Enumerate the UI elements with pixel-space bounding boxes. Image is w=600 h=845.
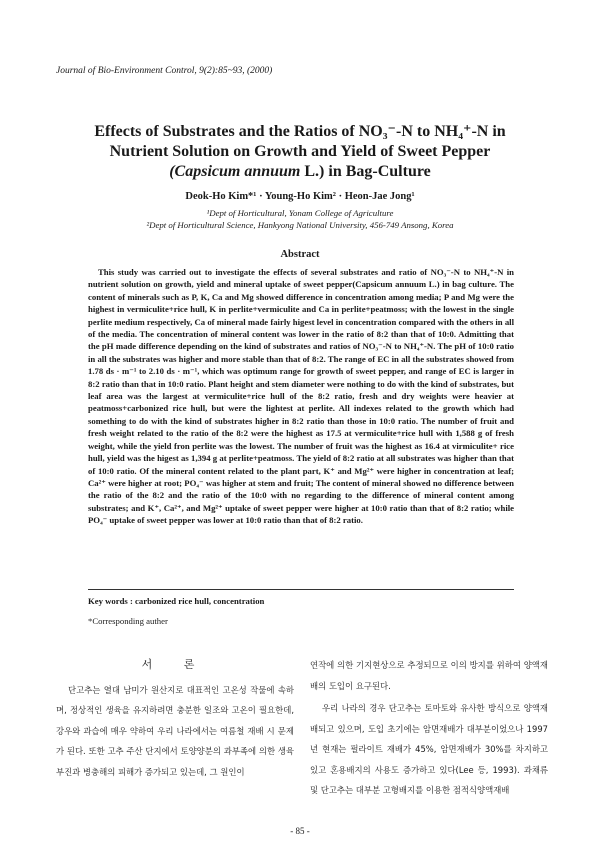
title-line-3-rest: L.) in Bag-Culture	[300, 163, 431, 180]
title-species: (Capsicum annuum	[169, 163, 301, 180]
body-column-right	[310, 655, 548, 801]
intro-paragraph-2: 우리 나라의 경우 단고추는 토마토와 유사한 방식으로 양액재배되고 있으며, 도입 초기에는 암면재배가 대부분이었으나 1997년 현재는 펄라이트 재배가 45%, 암면재배가 30%를 차지하고 있고 혼용배지의 사용도 증가하고 있다(Lee 등, 1993). 과채류 및 단고추는 대부분 고형배지를 이용한 점적식양액재배	[310, 703, 548, 795]
intro-paragraph-1: 단고추는 열대 남미가 원산지로 대표적인 고온성 작물에 속하며, 정상적인 생육을 유지하려면 충분한 일조와 고온이 필요한데, 강우와 과습에 매우 약하여 우리 나라에서는 여름철 재배 시 문제가 된다. 또한 고추 주산 단지에서 토양양분의 과부족에 의한 생육 부진과 병충해의 피해가 증가되고 있는데, 그 원인이	[56, 684, 294, 777]
abstract-text: This study was carried out to investigate the effects of several substrates and ratio of NO₃⁻-N to NH₄⁺-N in nutrient solution on growth, yield and mineral uptake of sweet pepper(Capsicum annuum L.) in bag culture. The content of minerals such as P, K, Ca and Mg showed difference in concentration among media; P and Mg were the highest in vermiculite+rice hull, K in perlite+vermiculite and Ca in perlite+peatmoss; with the lowest in the single perlite medium respectively, Ca of mineral made fairly higest level in concentration compared with the others in all of the media. The concentration of mineral content was lower in the ratio of 8:2 than that of 10:0. Admitting that the pH made difference depending on the kind of substrates and ratios of NO₃⁻-N to NH₄⁺-N. The pH of 10:0 ratio in all the substrates was higher and more stable than that of 8:2. The range of EC in all the substrates showed from 1.78 ds · m⁻¹ to 2.10 ds · m⁻¹, which was optimum range for growth of sweet pepper, and range of EC is larger in 8:2 ratio than that in 10:0 ratio. Plant height and stem diameter were nothing to do with the kind of substrates, but leaf area was the largest at vermiculite+rice hull of the 8:2 ratio, fresh and dry weights were heavier at peatmoss+carbonized rice hull, but were the lightest at perlite. All indexes related to the growth which had something to do with the kind of substrates higher in 8:2 ratio than those in 10:0 ratio. The number of fruit and fresh weight related to the ratio of the 8:2 were the highest as 17.5 at vermiculite+rice hull with 1,588 g of fresh weight, while the yield fron perlite was the lowest. The number of fruit was the highest as 16.4 at virmiculite+ rice hull, yield was the higest as 1,394 g at perlite+peatmoss. The yield of 8:2 ratio at all substrates was higher than that of 10:0 ratio. Of the mineral content related to the plant part, K⁺ and Mg²⁺ were higher in concentration at leaf; Ca²⁺ were higher at root; PO₄⁻ was higher at stem and fruit; The content of mineral showed no difference between the ratio of the 8:2 and the ratio of the 10:0 with no regarding to the difference of mineral content among substrates; and K⁺, Ca²⁺, and Mg²⁺ uptake of sweet pepper were higher at 10:0 ratio than that of 8:2 ratio; while PO₄⁻ uptake of sweet pepper was lower at 10:0 ratio than that of 8:2 ratio.	[88, 267, 514, 526]
title-line-2: Nutrient Solution on Growth and Yield of Sweet Pepper	[109, 143, 491, 160]
page-number: - 85 -	[290, 826, 310, 836]
body-column-left	[56, 655, 294, 782]
abstract-body	[88, 266, 514, 527]
section-heading-introduction: 서 론	[141, 658, 209, 671]
intro-paragraph-1-continued: 연작에 의한 기지현상으로 추정되므로 이의 방지를 위하여 양액재배의 도입이 요구된다.	[310, 660, 548, 691]
affiliation-1: ¹Dept of Horticultural, Yonam College of Agriculture	[206, 208, 394, 218]
affiliation-2: ²Dept of Horticultural Science, Hankyong National University, 456-749 Ansong, Korea	[146, 220, 454, 230]
journal-citation: Journal of Bio-Environment Control, 9(2):85~93, (2000)	[56, 66, 273, 76]
title-line-3	[40, 162, 560, 182]
title-line-1: Effects of Substrates and the Ratios of NO₃⁻-N to NH₄⁺-N in	[94, 123, 506, 140]
keywords: Key words : carbonized rice hull, concentration	[88, 596, 265, 606]
corresponding-author-note: *Corresponding auther	[88, 616, 168, 626]
paper-title	[40, 122, 560, 182]
author-list: Deok-Ho Kim*¹ · Young-Ho Kim² · Heon-Jae Jong¹	[185, 191, 415, 202]
abstract-heading: Abstract	[280, 249, 320, 260]
abstract-divider	[88, 589, 514, 590]
